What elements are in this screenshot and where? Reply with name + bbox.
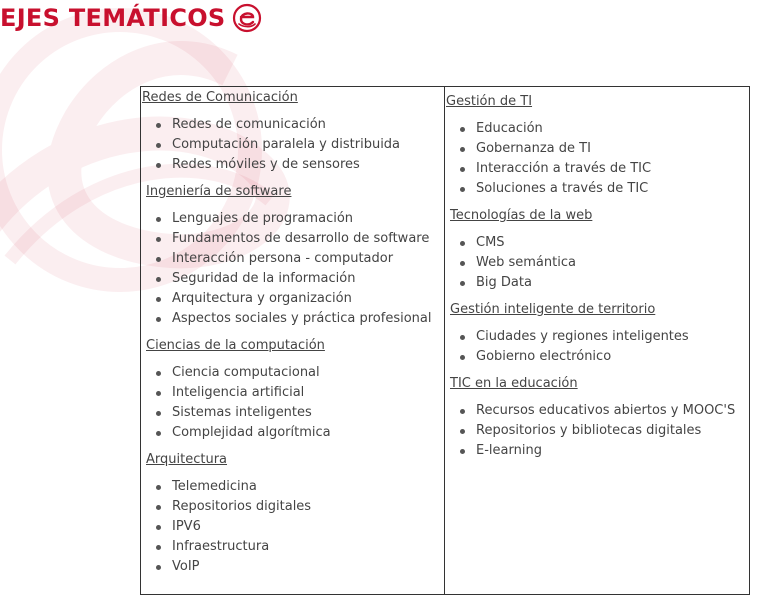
bullet-icon: [460, 261, 465, 266]
list-item: [446, 233, 749, 253]
bullet-icon: [156, 317, 161, 322]
list-item-label: E-learning: [476, 443, 542, 458]
section-list-ciencias-de-la-computacion: [142, 363, 444, 443]
bullet-icon: [156, 525, 161, 530]
bullet-icon: [460, 167, 465, 172]
bullet-icon: [156, 505, 161, 510]
list-item-label: Lenguajes de programación: [172, 211, 354, 226]
section-heading-gestion-inteligente-de-territorio[interactable]: Gestión inteligente de territorio: [450, 302, 656, 317]
list-item: [446, 179, 749, 199]
list-item: [446, 159, 749, 179]
list-item: [142, 497, 444, 517]
bullet-icon: [460, 429, 465, 434]
page-title: EJES TEMÁTICOS: [0, 4, 226, 32]
bullet-icon: [460, 355, 465, 360]
themes-column-right: [445, 87, 749, 594]
list-item-label: Inteligencia artificial: [172, 385, 305, 400]
list-item-label: VoIP: [172, 559, 200, 574]
list-item: [142, 155, 444, 175]
bullet-icon: [460, 187, 465, 192]
bullet-icon: [460, 281, 465, 286]
bullet-icon: [156, 391, 161, 396]
list-item-label: Web semántica: [476, 255, 576, 270]
list-item: [142, 309, 444, 329]
section-heading-ingenieria-de-software[interactable]: Ingeniería de software: [146, 184, 292, 199]
list-item: [446, 421, 749, 441]
list-item: [142, 403, 444, 423]
list-item: [446, 441, 749, 461]
list-item-label: Ciudades y regiones inteligentes: [476, 329, 689, 344]
list-item: [446, 401, 749, 421]
bullet-icon: [156, 123, 161, 128]
list-item-label: Repositorios digitales: [172, 499, 312, 514]
list-item-label: Interacción a través de TIC: [476, 161, 652, 176]
list-item-label: Gobierno electrónico: [476, 349, 612, 364]
section-list-redes-de-comunicacion: [142, 115, 444, 175]
section-list-gestion-de-ti: [446, 119, 749, 199]
list-item: [446, 327, 749, 347]
list-item: [142, 249, 444, 269]
list-item: [142, 383, 444, 403]
bullet-icon: [156, 411, 161, 416]
list-item: [142, 423, 444, 443]
list-item-label: IPV6: [172, 519, 201, 534]
list-item-label: Recursos educativos abiertos y MOOC'S: [476, 403, 736, 418]
list-item-label: Redes de comunicación: [172, 117, 326, 132]
bullet-icon: [156, 277, 161, 282]
bullet-icon: [156, 237, 161, 242]
list-item: [142, 363, 444, 383]
list-item-label: Complejidad algorítmica: [172, 425, 331, 440]
list-item-label: Arquitectura y organización: [172, 291, 352, 306]
list-item-label: Fundamentos de desarrollo de software: [172, 231, 430, 246]
bullet-icon: [460, 409, 465, 414]
list-item: [142, 477, 444, 497]
section-heading-ciencias-de-la-computacion[interactable]: Ciencias de la computación: [146, 338, 325, 353]
list-item: [142, 269, 444, 289]
themes-column-left: [141, 87, 445, 594]
list-item-label: Interacción persona - computador: [172, 251, 394, 266]
bullet-icon: [460, 147, 465, 152]
list-item: [142, 537, 444, 557]
list-item-label: Ciencia computacional: [172, 365, 320, 380]
list-item-label: Seguridad de la información: [172, 271, 356, 286]
list-item: [446, 347, 749, 367]
bullet-icon: [460, 449, 465, 454]
list-item: [142, 557, 444, 577]
list-item: [142, 517, 444, 537]
list-item: [446, 253, 749, 273]
bullet-icon: [156, 163, 161, 168]
list-item-label: Sistemas inteligentes: [172, 405, 312, 420]
list-item-label: Telemedicina: [172, 479, 257, 494]
list-item-label: Big Data: [476, 275, 532, 290]
section-heading-tic-en-la-educacion[interactable]: TIC en la educación: [450, 376, 578, 391]
bullet-icon: [460, 335, 465, 340]
bullet-icon: [156, 297, 161, 302]
bullet-icon: [460, 241, 465, 246]
list-item: [142, 115, 444, 135]
list-item-label: Aspectos sociales y práctica profesional: [172, 311, 432, 326]
list-item: [446, 273, 749, 293]
list-item-label: Redes móviles y de sensores: [172, 157, 360, 172]
bullet-icon: [156, 485, 161, 490]
themes-table: [140, 86, 750, 595]
section-list-tic-en-la-educacion: [446, 401, 749, 461]
list-item-label: Computación paralela y distribuida: [172, 137, 401, 152]
bullet-icon: [156, 565, 161, 570]
list-item: [446, 139, 749, 159]
section-list-gestion-inteligente-de-territorio: [446, 327, 749, 367]
list-item: [142, 229, 444, 249]
bullet-icon: [156, 257, 161, 262]
list-item-label: CMS: [476, 235, 505, 250]
list-item-label: Gobernanza de TI: [476, 141, 591, 156]
section-list-ingenieria-de-software: [142, 209, 444, 329]
bullet-icon: [156, 143, 161, 148]
header: [0, 3, 262, 33]
bullet-icon: [156, 431, 161, 436]
bullet-icon: [460, 127, 465, 132]
section-list-arquitectura: [142, 477, 444, 577]
section-list-tecnologias-de-la-web: [446, 233, 749, 293]
e-logo-icon: [232, 3, 262, 33]
section-heading-redes-de-comunicacion[interactable]: Redes de Comunicación: [142, 90, 298, 105]
list-item-label: Soluciones a través de TIC: [476, 181, 649, 196]
section-heading-arquitectura[interactable]: Arquitectura: [146, 452, 228, 467]
list-item: [142, 135, 444, 155]
list-item-label: Infraestructura: [172, 539, 270, 554]
bullet-icon: [156, 217, 161, 222]
list-item: [446, 119, 749, 139]
list-item-label: Repositorios y bibliotecas digitales: [476, 423, 702, 438]
list-item: [142, 209, 444, 229]
list-item-label: Educación: [476, 121, 543, 136]
bullet-icon: [156, 371, 161, 376]
section-heading-tecnologias-de-la-web[interactable]: Tecnologías de la web: [450, 208, 593, 223]
section-heading-gestion-de-ti[interactable]: Gestión de TI: [446, 94, 533, 109]
bullet-icon: [156, 545, 161, 550]
list-item: [142, 289, 444, 309]
